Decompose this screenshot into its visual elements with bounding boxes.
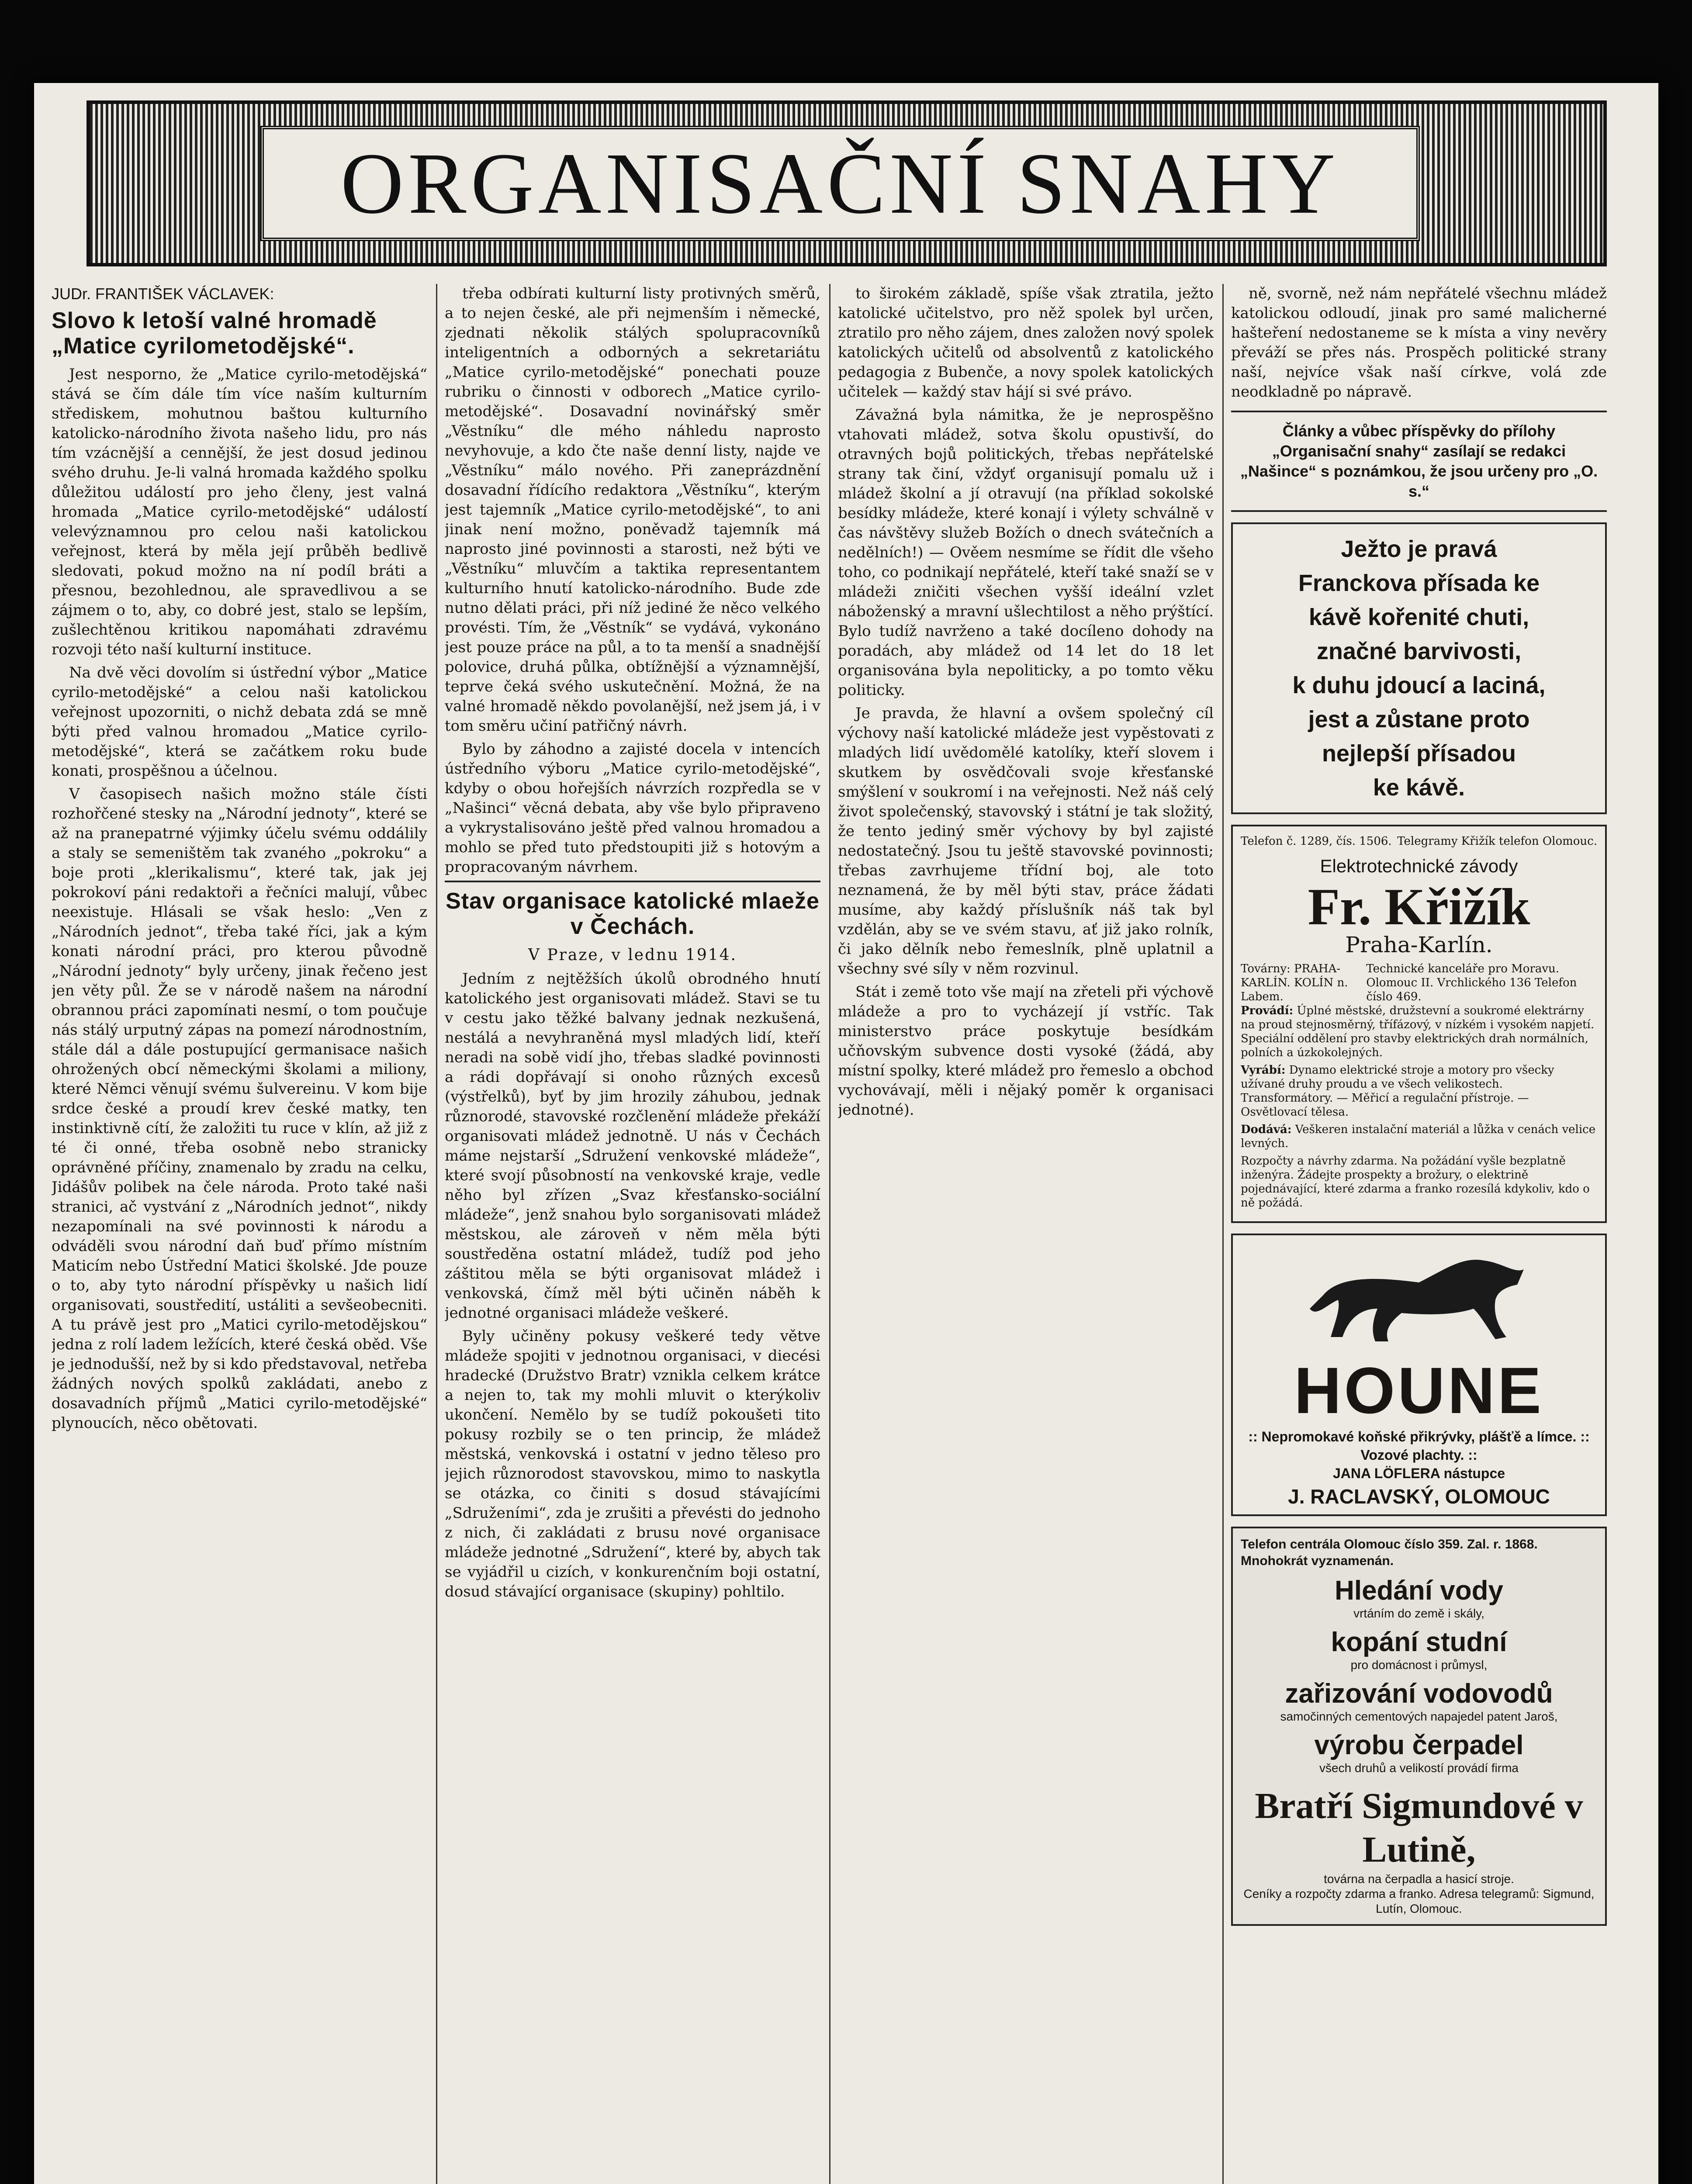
article-paragraph: to širokém základě, spíše však ztratila, ježto katolické učitelstvo, pro něž spolek byl určen, ztratilo pro něho zájem, dnes založen nový spolek katolických učitelů od absolventů z katolického pedagogia z Bubenče, a novy spolek katolických učitelek — každý stav hájí si své právo. [838, 285, 1214, 401]
column-1 [52, 284, 427, 2184]
ad-service-text: Úplné městské, družstevní a soukromé elektrárny na proud stejnosměrný, třífázový, v nízkém i vysokém napjetí. Speciální oddělení pro stavby elektrických drah normálních, polních a úzkokolejných. [1241, 1004, 1595, 1059]
ad-service-detail: továrna na čerpadla a hasicí stroje. [1324, 1872, 1514, 1886]
ad-service-text: Veškeren instalační materiál a lůžka v cenách velice levných. [1241, 1123, 1596, 1150]
ad-telegrams: Telegramy Křižík telefon Olomouc. [1397, 835, 1597, 848]
article-paragraph: Jest nesporno, že „Matice cyrilo-metodějská“ stává se čím dále tím více naším kulturním střediskem, mohutnou baštou kulturního katolicko-národního života našeho lidu, pro nás tím vzácnější a cennější, že jest dosud jedinou svého druhu. Je-li valná hromada každého spolku důležitou událostí pro jeho členy, jest valná hromada „Matice cyrilo-metodějské“ událostí velevýznamnou pro celou naši katolickou veřejnost, která by měla její průběh bedlivě sledovati, pokud možno na ní podíl bráti a přesnou, bezohlednou, ale spravedlivou a se zájmem o to, aby, co dobré jest, stalo se lepším, zušlechtěnou kritikou napomáhati zdravému rozvoji této naší kulturní instituce. [52, 366, 427, 658]
article-headline: Slovo k letoší valné hromadě „Matice cyrilometodějské“. [52, 308, 377, 359]
ad-service-heading: výrobu čerpadel [1314, 1730, 1524, 1760]
article-paragraph: Závažná byla námitka, že je neprospěšno vtahovati mládež, sotva školu opustivší, do otravných bojů politických, třebas nepřátelské strany tak činí, vždyť organisují pomalu už i mládež školní a jí otravují (na příklad sokolské besídky mládeže, které konají i výlety schválně v čas návštěvy služeb Božích o dnech svátečních a nedělních!) — Ověem nesmíme se řídit dle všeho toho, co podnikají nepřátelé, kteří také snaží se v mládeži zničiti všechen vyšší ideální vzlet náboženský a mravní ušlechtilost a něho prýštící. Bylo tudíž navrženo a také docíleno dohody na poradách, aby mládež od 14 let do 18 let organisována byla nepoliticky, a po tomto věku politicky. [838, 406, 1214, 699]
advertisement-krizik [1231, 825, 1607, 1223]
ad-service-label: Dodává: [1241, 1123, 1292, 1136]
ad-service-label: Provádí: [1241, 1004, 1294, 1017]
ad-line: Franckova přísada ke [1298, 570, 1540, 596]
article-paragraph: Stát i země toto vše mají na zřeteli při výchově mládeže a pro to vycházejí jí vstříc. Tak ministerstvo práce poskytuje besídkám učňovským subvence dosti vysoké (žádá, aby místní spolky, které mládež pro řemeslo a obchod vychovávají, měli i nějaký poměr k organisaci jednotné). [838, 983, 1214, 1119]
ad-company: Elektrotechnické závody [1320, 856, 1518, 876]
ad-footer: Rozpočty a návrhy zdarma. Na požádání vyšle bezplatně inženýra. Žádejte prospekty a brožury, o elektrině pojednávající, které zdarma a franko rozesílá kdykoliv, kdo o ně požádá. [1241, 1154, 1590, 1209]
editorial-notice: Články a vůbec příspěvky do přílohy „Organisační snahy“ zasílají se redakci „Našince“ s poznámkou, že jsou určeny pro „O. s.“ [1231, 411, 1607, 512]
advertisement-houne [1231, 1234, 1607, 1516]
ad-service-heading: kopání studní [1331, 1627, 1507, 1657]
ad-brand-name: HOUNE [1294, 1354, 1544, 1427]
ad-line: značné barvivosti, [1316, 638, 1522, 664]
ad-service-text: Dynamo elektrické stroje a motory pro všecky užívané druhy proudu a ve všech velikostech. Transformátory. — Měřicí a regulační přístroje. — Osvětlovací tělesa. [1241, 1064, 1554, 1119]
ad-service [1241, 1004, 1597, 1060]
column-rule [829, 284, 830, 2184]
section-title: ORGANISAČNÍ SNAHY [340, 135, 1340, 232]
column-4 [1231, 284, 1607, 2184]
ad-service-heading: zařizování vodovodů [1285, 1679, 1553, 1709]
masthead-banner [87, 100, 1607, 266]
ad-line: jest a zůstane proto [1308, 706, 1530, 733]
ad-service-label: Vyrábí: [1241, 1064, 1286, 1077]
article-paragraph: V časopisech našich možno stále čísti rozhořčené stesky na „Národní jednoty“, které se až na pranepatrné výjimky účelu svému oddálily a staly se semeništěm tak zvaného „pokroku“ a boje proti „klerikalismu“, které tak, jak jej pokrokoví páni redaktoři a řečníci malují, vůbec neexistuje. Hlásali se však heslo: „Ven z „Národních jednot“, třeba také říci, jak a kým konati národní práci, pro kterou původně „Národní jednoty“ byly určeny, jinak řečeno jest jen věty půl. Že se v národě našem na národní obrannou práci zapomínati nesmí, o tom poučuje nás stálý urputný zápas na pomezí národnostním, stále dál a dále postupující germanisace našich ohrožených obcí německými školami a miliony, které Němci věnují svému šulvereinu. V kom bije srdce české a proudí krev české matky, ten instinktivně cítí, že založiti tu ruce v klín, až již z té či onné, třeba osobně nebo stranicky oprávněné příčiny, znamenalo by zradu na celku, Jidášův polibek na čele národa. Proto také naši stranici, ač vystvání z „Národních jednot“, nikdy nezapomínali na své povinnosti k národu a odváděli svou národní daň buď přímo místním Maticím nebo Ústřední Matici školské. Jde pouze o to, aby tyto národní příspěvky u našich lidí organisovati, soustředití, ustáliti a sevšeobecniti. A tu právě jest pro „Matici cyrilo-metodějskou“ jedna z rolí ladem ležících, které česká oběd. Vše je jednodušší, než by si kdo představoval, netřeba žádných nových spolků zakládati, anebo z dosavadních příjmů „Matici cyrilo-metodějské“ plynoucích, něco obětovati. [52, 785, 427, 1432]
ad-phone: Telefon č. 1289, čís. 1506. [1241, 835, 1392, 848]
ad-brand-name: Fr. Křižík [1308, 878, 1530, 936]
article-paragraph: třeba odbírati kulturní listy protivných směrů, a to nejen české, ale při nejmenším i německé, zjednati několik stálých spolupracovníků inteligentních a odborných a sekretariátu „Matice cyrilo-metodějské“ ponechati pouze rubriku o činnosti v odborech „Matice cyrilo-metodějské“. Dosavadní novinářský směr „Věstníku“ dle mého náhledu naprosto nevyhovuje, a kdo čte naše denní listy, najde ve „Věstníku“ málo nového. Při zaneprázdnění dosavadní řídícího redaktora „Věstníku“, kterým jest tajemník „Matice cyrilo-metodějské“, to ani jinak není možno, poněvadž tajemník má naprosto jiné povinnosti a starosti, než býti ve „Věstníku“ mluvčím a taktika representantem kulturního hnutí katolicko-národního. Bude zde nutno dělati práci, při níž jediné že něco velkého provésti. Tím, že „Věstník“ se vydává, vykonáno jest pouze práce na půl, a to ta menší a snadnější polovice, druhá půlka, obtížnější a významnější, teprve čeká svého uskutečnění. Možná, že na valné hromadě někdo povolanější, než jsem já, i v tom směru učiní patřičný návrh. [445, 285, 820, 735]
column-3 [838, 284, 1214, 2184]
ad-line: kávě kořenité chuti, [1308, 604, 1529, 630]
ad-service-detail: vrtáním do země i skály, [1353, 1607, 1484, 1620]
ad-service [1241, 1063, 1597, 1119]
ad-line: Ježto je pravá [1341, 536, 1497, 562]
masthead-frame [260, 126, 1420, 241]
ad-service [1241, 1123, 1597, 1151]
advertisement-sigmund [1231, 1527, 1607, 1926]
ad-service-heading: Hledání vody [1335, 1576, 1503, 1606]
ad-contact: Telefon centrála Olomouc číslo 359. Zal. r. 1868. Mnohokrát vyznamenán. [1241, 1537, 1538, 1568]
ad-service-detail: pro domácnost i průmysl, [1350, 1658, 1488, 1672]
ad-line: nejlepší přísadou [1322, 740, 1516, 767]
ad-owner: JANA LÖFLERA nástupce [1332, 1465, 1505, 1481]
article-byline: JUDr. FRANTIŠEK VÁCLAVEK: [52, 285, 274, 303]
article-dateline: V Praze, v lednu 1914. [528, 946, 737, 964]
newspaper-page [34, 83, 1658, 2184]
article-paragraph: Je pravda, že hlavní a ovšem společný cíl výchovy naší katolické mládeže jest vypěstovati z mladých lidí uvědomělé katolíky, kteří slovem i skutkem by osvědčovali svoje křesťanské smýšlení v soukromí i na veřejnosti. Než náš celý život společenský, stavovský i státní je tak složitý, že tento jediný směr výchovy by byl zajisté nedostatečný. Jsou tu ještě stavovské povinnosti; třebas zavrhujeme třídní boj, ale toto neznamená, že by měl býti stav, práce žádati musíme, aby každý příslušník náš tak byl vzdělán, aby se ve svém stavu, ať již jako rolník, či jako dělník nebo řemeslník, plně uplatnil a všechny své síly v něm rozvinul. [838, 705, 1214, 978]
ad-footer: Ceníky a rozpočty zdarma a franko. Adresa telegramů: Sigmund, Lutín, Olomouc. [1243, 1887, 1595, 1915]
article-paragraph: Bylo by záhodno a zajisté docela v intencích ústředního výboru „Matice cyrilo-metodějské“, kdyby o obou hořejších návrzích rozpředla se v „Našinci“ věcná debata, aby vše bylo připraveno a vykrystalisováno ještě před valnou hromadou a mohlo se před tuto předstoupiti již s hotovým a propracovaným návrhem. [445, 740, 820, 876]
article-paragraph: Na dvě věci dovolím si ústřední výbor „Matice cyrilo-metodějské“ a celou naši katolickou veřejnost upozorniti, o nichž debata zdá se mně býti před valnou hromadou „Matice cyrilo-metodějské“, která se začátkem roku bude konati, prospěšnou a účelnou. [52, 664, 427, 780]
ad-service-detail: všech druhů a velikostí provádí firma [1319, 1761, 1519, 1775]
article-paragraph: Byly učiněny pokusy veškeré tedy větve mládeže spojiti v jednotnou organisaci, v diecési hradecké (Družstvo Bratr) vznikla celkem krátce a nejen to, tak my mohli mluvit o kterýkoliv ukončení. Nemělo by se tudíž pokoušeti tito pokusy rozbily se o ten princip, že mládež městská, venkovská i ostatní v jedno těleso pro jejich různorodost stavovskou, mimo to naskytla se otázka, co činiti s dosud stávajícími „Sdruženími“, zda je zrušiti a převésti do jednoho z nich, či zakládati z brusu nové organisace mládeže jednotné „Sdružení“, které by, abych tak se vyjádřil u cizích, v konkurenčním boji ostatní, dosud stávající organisace (skupiny) pohltilo. [445, 1327, 820, 1600]
ad-products: :: Nepromokavé koňské přikrývky, plášťě a límce. :: Vozové plachty. :: [1248, 1429, 1590, 1463]
ad-location-row [1241, 962, 1597, 1004]
ad-factories: Továrny: PRAHA-KARLÍN. KOLÍN n. Labem. [1241, 962, 1348, 1003]
ad-firm: J. RACLAVSKÝ, OLOMOUC [1288, 1485, 1550, 1508]
ad-service-detail: samočinných cementových napajedel patent Jaroš, [1280, 1710, 1558, 1723]
horse-icon [1297, 1243, 1541, 1348]
ad-line: k duhu jdoucí a laciná, [1292, 672, 1546, 698]
article-headline: Stav organisace katolické mlaeže v Čechách. [445, 881, 820, 939]
ad-offices: Technické kanceláře pro Moravu. Olomouc II. Vrchlického 136 Telefon číslo 469. [1366, 962, 1577, 1003]
article-paragraph: ně, svorně, než nám nepřátelé všechnu mládež katolickou odloudí, jinak pro samé malicherné hašteření nedostaneme se k místa a viny nevěry převáží se přes nás. Prospěch politické strany naší, nejvíce však naší církve, volá zde neodkladně po nápravě. [1231, 285, 1607, 401]
ad-contact-row [1241, 834, 1597, 848]
column-rule [436, 284, 437, 2184]
ad-city: Praha-Karlín. [1345, 932, 1493, 957]
column-rule [1222, 284, 1224, 2184]
advertisement-franck [1231, 522, 1607, 814]
article-paragraph: Jedním z nejtěžších úkolů obrodného hnutí katolického jest organisovati mládež. Stavi se tu v cestu jako těžké balvany jednak nezkušená, nestálá a nevyhraněná mysl mladých lidí, kteří neradi na sobě vidí jho, třebas sladké povinnosti a rádi dopřávají si onoho různých excesů (výstřelků), byť by jim hrozily záhubou, jednak různorodé, stavovské rozčlenění mládeže překáží organisovati mládež jednotně. U nás v Čechách máme nejstarší „Sdružení venkovské mládeže“, které svojí působností na venkovské kraje, vedle něho byl zřízen „Svaz křesťansko-sociální mládeže“, jenž snahou bylo sorganisovati mládež městskou, ale zároveň v něm měla býti soustředěna ostatní mládež, tudíž pod jeho záštitou měla se býti organisovat mládež i venkovská, čímž měl býti učiněn náběh k jednotné organisaci mládeže veškeré. [445, 970, 820, 1322]
ad-line: ke kávě. [1373, 774, 1465, 801]
ad-brand-name: Bratří Sigmundové v Lutině, [1255, 1786, 1583, 1870]
column-2 [445, 284, 820, 2184]
